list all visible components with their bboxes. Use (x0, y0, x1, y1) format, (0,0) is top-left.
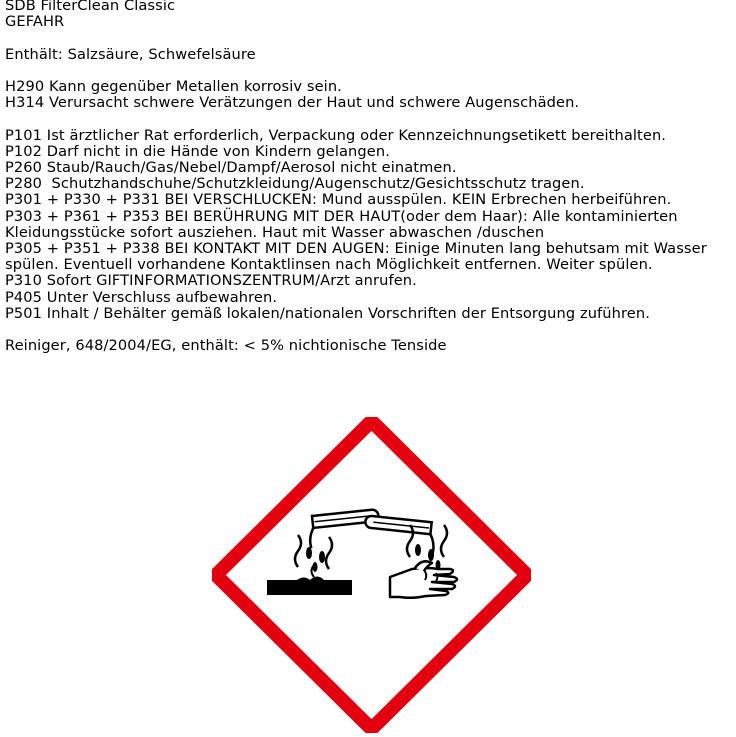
precautionary-statement-p303: P303 + P361 + P353 BEI BERÜHRUNG MIT DER HAUT(oder dem Haar): Alle kontaminierten Kleidungsstücke sofort ausziehen. Haut mit Wasser abwaschen /duschen (5, 207, 678, 241)
precautionary-statement-p301: P301 + P330 + P331 BEI VERSCHLUCKEN: Mund ausspülen. KEIN Erbrechen herbeiführen. (5, 191, 672, 209)
spacer (5, 63, 733, 79)
spacer (5, 30, 733, 46)
precautionary-statement-p305: P305 + P351 + P338 BEI KONTAKT MIT DEN AUGEN: Einige Minuten lang behutsam mit Wasser spülen. Eventuell vorhandene Kontaktlinsen nach Möglichkeit entfernen. Weiter spülen. (5, 240, 707, 274)
hazard-statement-h290: H290 Kann gegenüber Metallen korrosiv sein. (5, 77, 342, 95)
detergent-info: Reiniger, 648/2004/EG, enthält: < 5% nichtionische Tenside (5, 337, 447, 355)
spacer (5, 111, 733, 127)
precautionary-statement-p102: P102 Darf nicht in die Hände von Kindern gelangen. (5, 142, 390, 160)
pictogram-red-diamond-border (216, 421, 527, 729)
safety-label-text (5, 0, 733, 354)
precautionary-statement-p405: P405 Unter Verschluss aufbewahren. (5, 288, 278, 306)
precautionary-statement-p310: P310 Sofort GIFTINFORMATIONSZENTRUM/Arzt anrufen. (5, 272, 417, 290)
precautionary-statement-p101: P101 Ist ärztlicher Rat erforderlich, Verpackung oder Kennzeichnungsetikett bereithalten. (5, 126, 667, 144)
signal-word: GEFAHR (5, 13, 65, 31)
ghs05-corrosion-icon (212, 417, 531, 733)
precautionary-statement-p280: P280 Schutzhandschuhe/Schutzkleidung/Augenschutz/Gesichtsschutz tragen. (5, 175, 585, 193)
spacer (5, 322, 733, 338)
contains-info: Enthält: Salzsäure, Schwefelsäure (5, 45, 256, 63)
precautionary-statement-p501: P501 Inhalt / Behälter gemäß lokalen/nationalen Vorschriften der Entsorgung zuführen. (5, 304, 650, 322)
hazard-statement-h314: H314 Verursacht schwere Verätzungen der Haut und schwere Augenschäden. (5, 94, 580, 112)
precautionary-statement-p260: P260 Staub/Rauch/Gas/Nebel/Dampf/Aerosol nicht einatmen. (5, 158, 457, 176)
product-name: SDB FilterClean Classic (5, 0, 176, 14)
